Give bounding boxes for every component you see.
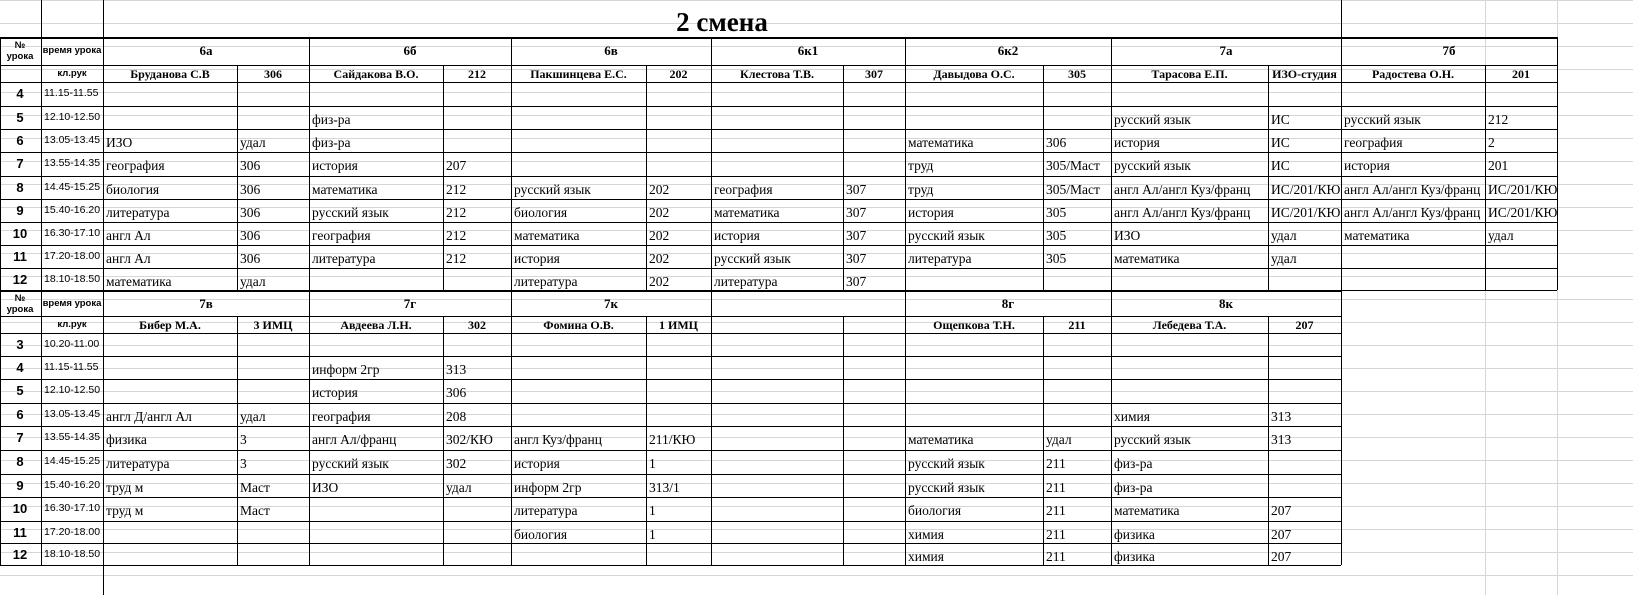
cell-border [0,299,1633,300]
lesson-time: 17.20-18.00 [44,526,101,538]
lesson-time-header: время урока [42,45,102,56]
cell-border [0,290,1341,292]
subject-cell: математика [908,135,974,150]
page-title: 2 смена [676,7,768,37]
lesson-time: 16.30-17.10 [44,227,101,239]
class-room: 3 ИМЦ [253,318,293,332]
subject-cell: русский язык [908,228,985,243]
room-cell: 307 [846,205,867,220]
room-cell: 313 [446,362,467,377]
subject-cell: информ 2гр [514,480,582,495]
subject-cell: труд м [106,503,144,518]
subject-cell: математика [514,228,580,243]
room-cell: 306 [240,228,261,243]
class-name: 7к [604,296,618,311]
room-cell: 302 [446,456,467,471]
room-cell: 212 [446,251,467,266]
subject-cell: физ-ра [312,112,351,127]
subject-cell: русский язык [312,205,389,220]
room-cell: 207 [1271,549,1292,564]
room-cell: 211 [1046,527,1066,542]
class-room: ИЗО-студия [1272,67,1337,81]
room-cell: 305/Маст [1046,158,1100,173]
cell-border [0,426,1341,427]
cell-border [103,290,104,565]
subject-cell: русский язык [1114,158,1191,173]
cell-border [0,152,1557,153]
class-teacher: Фомина О.В. [543,318,614,332]
class-name: 7г [403,296,417,311]
subject-cell: география [312,409,371,424]
cell-border [0,106,1557,107]
room-cell: 305 [1046,251,1067,266]
class-room: 212 [468,67,486,81]
subject-cell: англ Ал [106,228,151,243]
room-cell: 307 [846,228,867,243]
room-cell: ИС [1271,158,1290,173]
cell-border [0,543,1341,544]
class-teacher: Давыдова О.С. [933,67,1015,81]
subject-cell: история [312,385,358,400]
class-name: 6а [199,43,213,58]
subject-cell: англ Ал/англ Куз/франц [1344,182,1481,197]
cell-border [443,316,444,565]
lesson-number: 11 [13,249,27,264]
cell-border [1268,316,1269,565]
lesson-number: 7 [16,156,24,171]
lesson-number: 5 [16,110,24,125]
subject-cell: труд [908,158,934,173]
cell-border [0,497,1341,498]
class-name: 8к [1219,296,1233,311]
lesson-number: 10 [12,226,28,241]
lesson-time: 13.55-14.35 [44,431,101,443]
subject-cell: англ Ал/англ Куз/франц [1344,205,1481,220]
subject-cell: англ Ал [106,251,151,266]
class-teacher: Тарасова Е.П. [1151,67,1228,81]
class-room: 305 [1068,67,1086,81]
subject-cell: математика [908,432,974,447]
cell-border [103,37,104,290]
lesson-time: 14.45-15.25 [44,455,101,467]
room-cell: 208 [446,409,467,424]
cell-border [0,529,1633,530]
subject-cell: англ Куз/франц [514,432,602,447]
subject-cell: труд м [106,480,144,495]
cell-border [0,368,1633,369]
class-name: 6б [403,43,417,58]
subject-cell: русский язык [1114,112,1191,127]
lesson-number: 4 [16,360,24,375]
room-cell: 305/Маст [1046,182,1100,197]
lesson-number: 8 [16,454,24,469]
room-cell: ИС [1271,135,1290,150]
subject-cell: математика [1114,503,1180,518]
class-teacher-header: кл.рук [57,319,87,330]
subject-cell: ИЗО [1114,228,1141,243]
cell-border [0,333,1341,334]
subject-cell: труд [908,182,934,197]
cell-border [0,37,1557,39]
lesson-number-header: № [14,40,26,51]
room-cell: 211/КЮ [649,432,696,447]
cell-border [0,65,1557,66]
subject-cell: русский язык [514,182,591,197]
subject-cell: история [1344,158,1390,173]
subject-cell: математика [312,182,378,197]
room-cell: 202 [649,205,670,220]
room-cell: удал [1271,228,1297,243]
cell-border [237,65,238,290]
lesson-time: 15.40-16.20 [44,204,101,216]
class-name: 7б [1442,43,1456,58]
room-cell: удал [240,409,266,424]
lesson-time: 10.20-11.00 [44,338,100,350]
subject-cell: литература [312,251,376,266]
subject-cell: литература [714,274,778,289]
cell-border [0,379,1341,380]
cell-border [0,290,1,565]
room-cell: 3 [240,456,247,471]
cell-border [41,290,42,565]
class-room: 201 [1512,67,1530,81]
cell-border [41,0,42,290]
room-cell: 306 [240,251,261,266]
subject-cell: биология [908,503,962,518]
subject-cell: физ-ра [1114,456,1153,471]
lesson-number-header: урока [6,51,34,62]
room-cell: 313 [1271,409,1292,424]
lesson-number: 12 [12,547,28,562]
cell-border [646,316,647,565]
cell-border [1341,290,1342,565]
subject-cell: русский язык [1114,432,1191,447]
room-cell: Маст [240,480,270,495]
class-teacher: Пакшинцева Е.С. [530,67,627,81]
room-cell: 201 [1488,158,1509,173]
room-cell: удал [1271,251,1297,266]
cell-border [443,65,444,290]
lesson-time: 11.15-11.55 [44,87,99,99]
room-cell: ИС/201/КЮ [1488,205,1558,220]
class-teacher: Сайдакова В.О. [333,67,419,81]
cell-border [1111,37,1112,290]
lesson-number: 5 [16,383,24,398]
room-cell: удал [240,135,266,150]
room-cell: 306 [240,158,261,173]
subject-cell: физ-ра [1114,480,1153,495]
cell-border [0,92,1633,93]
room-cell: ИС [1271,112,1290,127]
room-cell: 202 [649,182,670,197]
subject-cell: ИЗО [312,480,339,495]
room-cell: удал [446,480,472,495]
room-cell: 1 [649,503,656,518]
lesson-time-header: время урока [42,298,102,309]
cell-border [0,129,1557,130]
subject-cell: русский язык [1344,112,1421,127]
lesson-time: 14.45-15.25 [44,181,101,193]
room-cell: 313/1 [649,480,680,495]
cell-border [646,65,647,290]
room-cell: 306 [1046,135,1067,150]
class-teacher: Бибер М.А. [139,318,201,332]
subject-cell: математика [106,274,172,289]
lesson-number: 9 [16,203,24,218]
lesson-number: 6 [16,133,24,148]
cell-border [1043,316,1044,565]
subject-cell: география [1344,135,1403,150]
cell-border [0,565,1341,566]
room-cell: 2 [1488,135,1495,150]
class-name: 7в [199,296,213,311]
cell-border [0,268,1557,269]
subject-cell: литература [514,274,578,289]
room-cell: 207 [1271,503,1292,518]
cell-border [0,245,1557,246]
cell-border [0,403,1341,404]
subject-cell: география [312,228,371,243]
subject-cell: история [514,251,560,266]
class-room: 211 [1068,318,1086,332]
room-cell: 1 [649,456,656,471]
cell-border [0,391,1633,392]
cell-border [0,356,1341,357]
class-name: 7а [1219,43,1233,58]
room-cell: 313 [1271,432,1292,447]
cell-border [0,37,1,290]
cell-border [1485,65,1486,290]
cell-border [0,222,1557,223]
class-name: 6к1 [797,43,819,58]
room-cell: 3 [240,432,247,447]
lesson-number: 12 [12,272,28,287]
subject-cell: физ-ра [312,135,351,150]
subject-cell: история [514,456,560,471]
cell-border [0,316,1341,317]
room-cell: 306 [240,205,261,220]
cell-border [1268,65,1269,290]
cell-border [0,322,1633,323]
room-cell: ИС/201/КЮ [1271,205,1341,220]
class-teacher: Ощепкова Т.Н. [933,318,1015,332]
class-room: 202 [669,67,688,81]
room-cell: 1 [649,527,656,542]
cell-border [0,575,1633,576]
room-cell: 211 [1046,480,1066,495]
room-cell: 305 [1046,205,1067,220]
cell-border [0,199,1557,200]
cell-border [0,474,1341,475]
subject-cell: химия [908,527,944,542]
subject-cell: биология [514,527,568,542]
lesson-number: 11 [13,525,27,540]
subject-cell: литература [106,205,170,220]
lesson-time: 16.30-17.10 [44,502,101,514]
room-cell: удал [1046,432,1072,447]
subject-cell: математика [1344,228,1410,243]
lesson-number: 8 [16,180,24,195]
room-cell: 211 [1046,549,1066,564]
subject-cell: литература [514,503,578,518]
subject-cell: русский язык [714,251,791,266]
cell-border [0,23,1633,24]
lesson-number: 6 [16,407,24,422]
room-cell: удал [1488,228,1514,243]
cell-border [0,521,1341,522]
cell-border [0,0,1633,1]
cell-border [905,290,906,565]
subject-cell: литература [908,251,972,266]
lesson-time: 13.05-13.45 [44,408,101,420]
room-cell: 211 [1046,456,1066,471]
cell-border [905,37,906,290]
cell-border [1557,37,1558,290]
lesson-time: 12.10-12.50 [44,111,101,123]
lesson-number: 7 [16,430,24,445]
room-cell: ИС/201/КЮ [1271,182,1341,197]
lesson-time: 18.10-18.50 [44,548,101,560]
subject-cell: география [714,182,773,197]
subject-cell: история [1114,135,1160,150]
subject-cell: англ Ал/англ Куз/франц [1114,205,1251,220]
class-room: 1 ИМЦ [659,318,698,332]
room-cell: удал [240,274,266,289]
subject-cell: англ Ал/франц [312,432,397,447]
subject-cell: химия [1114,409,1150,424]
cell-border [1341,37,1342,290]
subject-cell: англ Д/англ Ал [106,409,192,424]
subject-cell: математика [1114,251,1180,266]
class-teacher-header: кл.рук [57,68,87,79]
cell-border [843,65,844,290]
class-teacher: Бруданова С.В [130,67,210,81]
subject-cell: история [714,228,760,243]
room-cell: 212 [446,182,467,197]
room-cell: 212 [446,205,467,220]
room-cell: 207 [446,158,467,173]
room-cell: 307 [846,251,867,266]
class-teacher: Авдеева Л.Н. [340,318,412,332]
room-cell: 202 [649,274,670,289]
lesson-number: 9 [16,478,24,493]
subject-cell: физика [1114,549,1155,564]
class-name: 6в [604,43,618,58]
cell-border [843,316,844,565]
lesson-time: 11.15-11.55 [44,361,99,373]
subject-cell: информ 2гр [312,362,380,377]
cell-border [0,450,1341,451]
subject-cell: химия [908,549,944,564]
lesson-time: 17.20-18.00 [44,250,101,262]
lesson-number: 4 [16,86,24,101]
cell-border [0,552,1633,553]
cell-border [0,176,1557,177]
subject-cell: русский язык [312,456,389,471]
room-cell: Маст [240,503,270,518]
subject-cell: литература [106,456,170,471]
class-room: 306 [264,67,282,81]
subject-cell: история [908,205,954,220]
subject-cell: история [312,158,358,173]
class-room: 207 [1295,318,1314,332]
subject-cell: русский язык [908,480,985,495]
room-cell: 302/КЮ [446,432,493,447]
class-teacher: Лебедева Т.А. [1152,318,1227,332]
class-room: 307 [865,67,883,81]
lesson-number-header: урока [6,304,34,315]
class-teacher: Клестова Т.В. [740,67,814,81]
lesson-number: 3 [16,337,24,352]
cell-border [0,345,1633,346]
class-teacher: Радостева О.Н. [1371,67,1455,81]
room-cell: 212 [446,228,467,243]
room-cell: 212 [1488,112,1509,127]
lesson-time: 15.40-16.20 [44,479,101,491]
lesson-time: 13.55-14.35 [44,157,101,169]
class-name: 6к2 [997,43,1019,58]
room-cell: 306 [446,385,467,400]
subject-cell: физика [106,432,147,447]
room-cell: 307 [846,274,867,289]
room-cell: ИС/201/КЮ [1488,182,1558,197]
class-name: 8г [1001,296,1015,311]
cell-border [1111,290,1112,565]
cell-border [309,37,310,290]
lesson-time: 12.10-12.50 [44,384,101,396]
room-cell: 306 [240,182,261,197]
subject-cell: биология [106,182,160,197]
room-cell: 305 [1046,228,1067,243]
subject-cell: русский язык [908,456,985,471]
lesson-number-header: № [14,293,26,304]
lesson-time: 13.05-13.45 [44,134,101,146]
room-cell: 207 [1271,527,1292,542]
cell-border [1043,65,1044,290]
subject-cell: математика [714,205,780,220]
cell-border [511,290,512,565]
subject-cell: география [106,158,165,173]
subject-cell: биология [514,205,568,220]
room-cell: 307 [846,182,867,197]
subject-cell: ИЗО [106,135,133,150]
cell-border [237,316,238,565]
subject-cell: англ Ал/англ Куз/франц [1114,182,1251,197]
room-cell: 202 [649,251,670,266]
cell-border [0,82,1557,83]
lesson-number: 10 [12,501,28,516]
cell-border [711,290,712,565]
cell-border [511,37,512,290]
room-cell: 211 [1046,503,1066,518]
subject-cell: физика [1114,527,1155,542]
cell-border [309,290,310,565]
lesson-time: 18.10-18.50 [44,273,101,285]
class-room: 302 [468,318,486,332]
room-cell: 202 [649,228,670,243]
cell-border [711,37,712,290]
